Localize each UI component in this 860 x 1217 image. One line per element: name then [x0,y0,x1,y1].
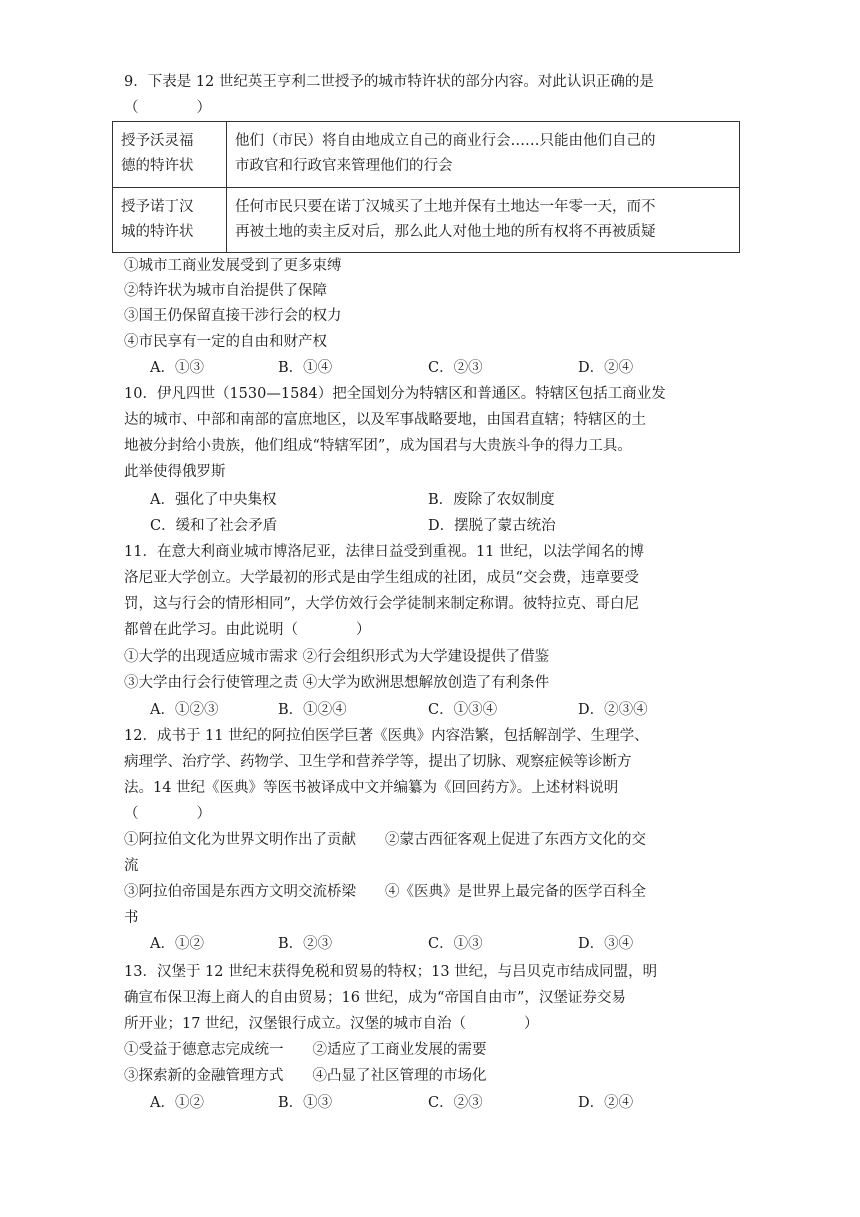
charter-table [112,121,740,253]
q12-answer-blank: （ ） [124,806,211,822]
q11-stem: 11．在意大利商业城市博洛尼亚，法律日益受到重视。11 世纪，以法学闻名的博 [124,544,645,560]
q9-item: ②特许状为城市自治提供了保障 [124,283,327,299]
q12-item: 流 [124,858,139,874]
q11-item: ①大学的出现适应城市需求 ②行会组织形式为大学建设提供了借鉴 [124,649,550,665]
q9-option-a[interactable]: A．①③ [150,360,204,376]
q12-option-b[interactable]: B．②③ [278,936,333,952]
charter-name-cell: 授予沃灵福 德的特许状 [113,122,227,188]
q13-option-b[interactable]: B．①③ [278,1095,333,1111]
q11-option-a[interactable]: A．①②③ [150,702,219,718]
q9-answer-blank: （ ） [124,100,211,116]
q10-option-a[interactable]: A．强化了中央集权 [150,492,277,508]
q13-stem: 所开业；17 世纪，汉堡银行成立。汉堡的城市自治（ ） [124,1016,539,1032]
q12-option-c[interactable]: C．①③ [428,936,483,952]
q13-option-c[interactable]: C．②③ [428,1095,483,1111]
q10-option-b[interactable]: B．废除了农奴制度 [428,492,555,508]
q10-stem: 达的城市、中部和南部的富庶地区，以及军事战略要地，由国君直辖；特辖区的土 [124,412,646,428]
q11-option-c[interactable]: C．①③④ [428,702,498,718]
q12-stem: 法。14 世纪《医典》等医书被译成中文并编纂为《回回药方》。上述材料说明 [124,780,619,796]
charter-content-cell: 任何市民只要在诺丁汉城买了土地并保有土地达一年零一天，而不 再被土地的卖主反对后，那么此人对他土地的所有权将不再被质疑 [227,187,740,253]
charter-content-cell: 他们（市民）将自由地成立自己的商业行会……只能由他们自己的 市政官和行政官来管理他们的行会 [227,122,740,188]
q11-stem: 洛尼亚大学创立。大学最初的形式是由学生组成的社团，成员“交会费，违章要受 [124,570,639,586]
q13-stem: 13．汉堡于 12 世纪末获得免税和贸易的特权；13 世纪，与吕贝克市结成同盟，明 [124,964,658,980]
q12-item: ①阿拉伯文化为世界文明作出了贡献 ②蒙古西征客观上促进了东西方文化的交 [124,832,646,848]
q13-stem: 确宣布保卫海上商人的自由贸易；16 世纪，成为“帝国自由市”，汉堡证券交易 [124,990,626,1006]
q11-item: ③大学由行会行使管理之责 ④大学为欧洲思想解放创造了有利条件 [124,675,550,691]
q11-stem: 罚，这与行会的情形相同”，大学仿效行会学徒制来制定称谓。彼特拉克、哥白尼 [124,596,639,612]
charter-name-cell: 授予诺丁汉 城的特许状 [113,187,227,253]
q12-item: ③阿拉伯帝国是东西方文明交流桥梁 ④《医典》是世界上最完备的医学百科全 [124,884,646,900]
q12-stem: 12．成书于 11 世纪的阿拉伯医学巨著《医典》内容浩繁，包括解剖学、生理学、 [124,728,649,744]
q13-option-d[interactable]: D．②④ [578,1095,634,1111]
q10-stem: 10．伊凡四世（1530—1584）把全国划分为特辖区和普通区。特辖区包括工商业发 [124,386,666,402]
q11-option-b[interactable]: B．①②④ [278,702,347,718]
q10-option-d[interactable]: D．摆脱了蒙古统治 [428,518,556,534]
q9-option-b[interactable]: B．①④ [278,360,333,376]
q10-stem: 地被分封给小贵族，他们组成“特辖军团”，成为国君与大贵族斗争的得力工具。 [124,438,632,454]
q9-item: ①城市工商业发展受到了更多束缚 [124,258,342,274]
q13-option-a[interactable]: A．①② [150,1095,204,1111]
q13-item: ①受益于德意志完成统一 ②适应了工商业发展的需要 [124,1042,487,1058]
table-row [113,187,740,253]
q9-option-c[interactable]: C．②③ [428,360,483,376]
q11-stem: 都曾在此学习。由此说明（ ） [124,622,371,638]
q12-option-a[interactable]: A．①② [150,936,204,952]
q9-stem: 9．下表是 12 世纪英王亨利二世授予的城市特许状的部分内容。对此认识正确的是 [124,74,654,90]
q9-option-d[interactable]: D．②④ [578,360,634,376]
q11-option-d[interactable]: D．②③④ [578,702,648,718]
q10-stem: 此举使得俄罗斯 [124,464,226,480]
q9-item: ④市民享有一定的自由和财产权 [124,334,327,350]
q12-option-d[interactable]: D．③④ [578,936,634,952]
q12-item: 书 [124,910,139,926]
q10-option-c[interactable]: C．缓和了社会矛盾 [150,518,278,534]
q12-stem: 病理学、治疗学、药物学、卫生学和营养学等，提出了切脉、观察症候等诊断方 [124,754,632,770]
q13-item: ③探索新的金融管理方式 ④凸显了社区管理的市场化 [124,1068,487,1084]
q9-item: ③国王仍保留直接干涉行会的权力 [124,308,342,324]
table-row [113,122,740,188]
